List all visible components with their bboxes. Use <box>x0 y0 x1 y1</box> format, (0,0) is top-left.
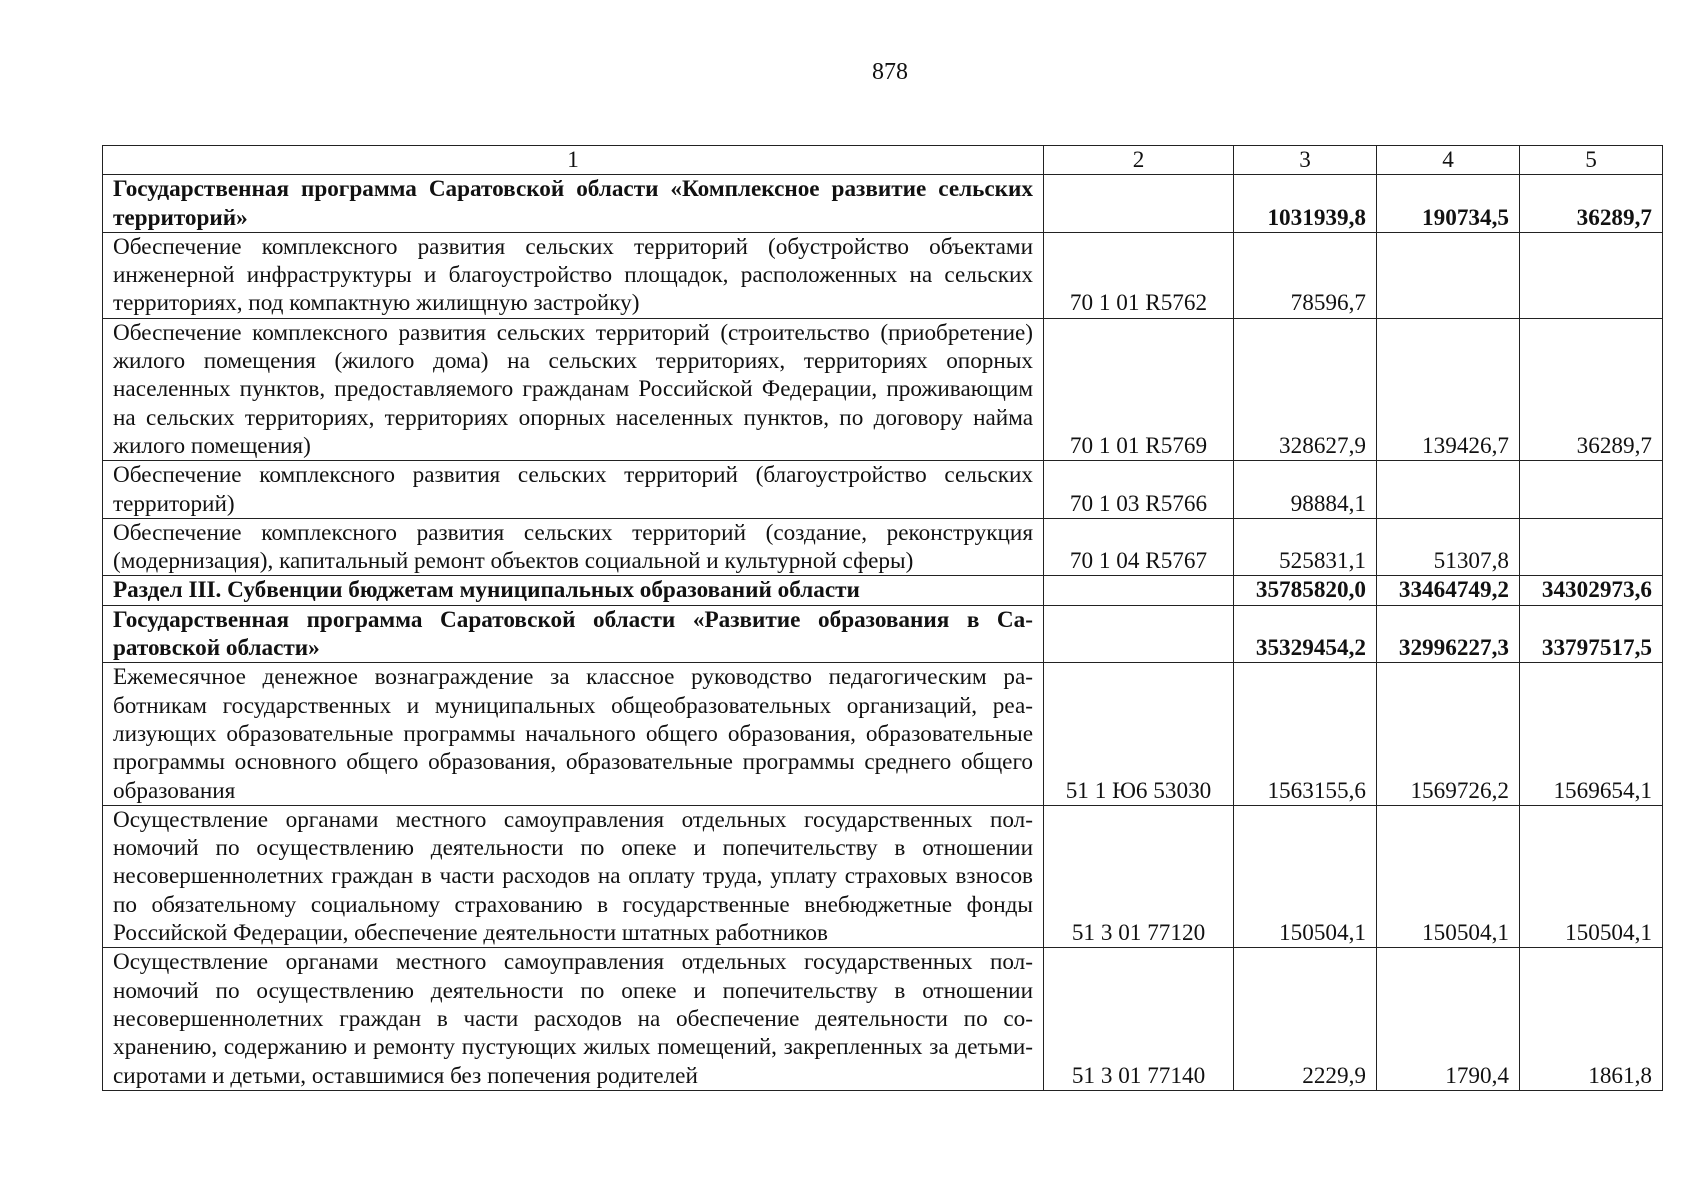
header-col-3: 3 <box>1234 146 1377 175</box>
table-row <box>103 175 1663 233</box>
row-code-cell: 51 3 01 77140 <box>1044 948 1234 1090</box>
row-value-col4: 51307,8 <box>1377 518 1520 576</box>
table-row <box>103 948 1663 1090</box>
row-code-cell <box>1044 175 1234 233</box>
row-value-col4: 1569726,2 <box>1377 663 1520 805</box>
row-code-cell: 51 1 Ю6 53030 <box>1044 663 1234 805</box>
row-name-cell: Осуществление органами местного самоуправления отдельных государственных полномочий по осуществлению деятельности по опеке и попечительству в отношении несовершеннолетних граждан в части расходов на обеспечение деятельности по сохранению, содержанию и ремонту пустующих жилых помещений, закрепленных за детьми-сиротами и детьми, оставшимися без попечения родителей <box>103 948 1044 1090</box>
row-code-cell: 51 3 01 77120 <box>1044 805 1234 947</box>
row-value-col3: 35785820,0 <box>1234 576 1377 605</box>
row-value-col4: 150504,1 <box>1377 805 1520 947</box>
row-value-col3: 35329454,2 <box>1234 605 1377 663</box>
page-number: 878 <box>872 59 908 85</box>
row-name-cell: Обеспечение комплексного развития сельских территорий (благоустройство сельских территорий) <box>103 461 1044 519</box>
row-name-cell: Ежемесячное денежное вознаграждение за классное руководство педагогическим работникам государственных и муниципальных общеобразовательных организаций, реализующих образовательные программы начального общего образования, образовательные программы основного общего образования, образовательные программы среднего общего образования <box>103 663 1044 805</box>
row-code-cell: 70 1 04 R5767 <box>1044 518 1234 576</box>
table-row <box>103 805 1663 947</box>
row-value-col3: 328627,9 <box>1234 318 1377 460</box>
budget-table <box>102 145 1663 1091</box>
budget-table-body <box>103 146 1663 1091</box>
table-row <box>103 518 1663 576</box>
row-value-col5 <box>1520 232 1663 318</box>
row-value-col3: 1031939,8 <box>1234 175 1377 233</box>
row-value-col5: 36289,7 <box>1520 175 1663 233</box>
row-value-col5: 36289,7 <box>1520 318 1663 460</box>
row-code-cell: 70 1 03 R5766 <box>1044 461 1234 519</box>
table-row <box>103 232 1663 318</box>
row-value-col4: 1790,4 <box>1377 948 1520 1090</box>
row-value-col3: 2229,9 <box>1234 948 1377 1090</box>
row-value-col4: 33464749,2 <box>1377 576 1520 605</box>
header-col-5: 5 <box>1520 146 1663 175</box>
table-row <box>103 461 1663 519</box>
header-col-1: 1 <box>103 146 1044 175</box>
row-value-col5: 1569654,1 <box>1520 663 1663 805</box>
row-code-cell <box>1044 605 1234 663</box>
table-row <box>103 605 1663 663</box>
row-value-col5 <box>1520 518 1663 576</box>
header-col-4: 4 <box>1377 146 1520 175</box>
row-value-col3: 150504,1 <box>1234 805 1377 947</box>
row-value-col4 <box>1377 461 1520 519</box>
row-name-cell: Государственная программа Саратовской области «Развитие образования в Саратовской области» <box>103 605 1044 663</box>
header-row <box>103 146 1663 175</box>
row-value-col5: 1861,8 <box>1520 948 1663 1090</box>
row-value-col3: 98884,1 <box>1234 461 1377 519</box>
row-value-col5 <box>1520 461 1663 519</box>
row-value-col5: 33797517,5 <box>1520 605 1663 663</box>
row-value-col4: 190734,5 <box>1377 175 1520 233</box>
row-value-col5: 34302973,6 <box>1520 576 1663 605</box>
row-code-cell: 70 1 01 R5769 <box>1044 318 1234 460</box>
row-name-cell: Осуществление органами местного самоуправления отдельных государственных полномочий по осуществлению деятельности по опеке и попечительству в отношении несовершеннолетних граждан в части расходов на оплату труда, уплату страховых взносов по обязательному социальному страхованию в государственные внебюджетные фонды Российской Федерации, обеспечение деятельности штатных работников <box>103 805 1044 947</box>
row-name-cell: Обеспечение комплексного развития сельских территорий (строительство (приобретение) жилого помещения (жилого дома) на сельских территориях, территориях опорных населенных пунктов, предоставляемого гражданам Российской Федерации, проживающим на сельских территориях, территориях опорных населенных пунктов, по договору найма жилого помещения) <box>103 318 1044 460</box>
header-col-2: 2 <box>1044 146 1234 175</box>
row-value-col3: 78596,7 <box>1234 232 1377 318</box>
table-row <box>103 318 1663 460</box>
row-value-col3: 1563155,6 <box>1234 663 1377 805</box>
row-code-cell <box>1044 576 1234 605</box>
row-value-col4: 139426,7 <box>1377 318 1520 460</box>
row-name-cell: Государственная программа Саратовской области «Комплексное развитие сельских территорий» <box>103 175 1044 233</box>
row-value-col4: 32996227,3 <box>1377 605 1520 663</box>
row-name-cell: Раздел III. Субвенции бюджетам муниципальных образований области <box>103 576 1044 605</box>
row-name-cell: Обеспечение комплексного развития сельских территорий (обустройство объектами инженерной инфраструктуры и благоустройство площадок, расположенных на сельских территориях, под компактную жилищную застройку) <box>103 232 1044 318</box>
row-value-col5: 150504,1 <box>1520 805 1663 947</box>
row-value-col3: 525831,1 <box>1234 518 1377 576</box>
table-row <box>103 663 1663 805</box>
row-value-col4 <box>1377 232 1520 318</box>
row-name-cell: Обеспечение комплексного развития сельских территорий (создание, реконструкция (модернизация), капитальный ремонт объектов социальной и культурной сферы) <box>103 518 1044 576</box>
table-row <box>103 576 1663 605</box>
row-code-cell: 70 1 01 R5762 <box>1044 232 1234 318</box>
